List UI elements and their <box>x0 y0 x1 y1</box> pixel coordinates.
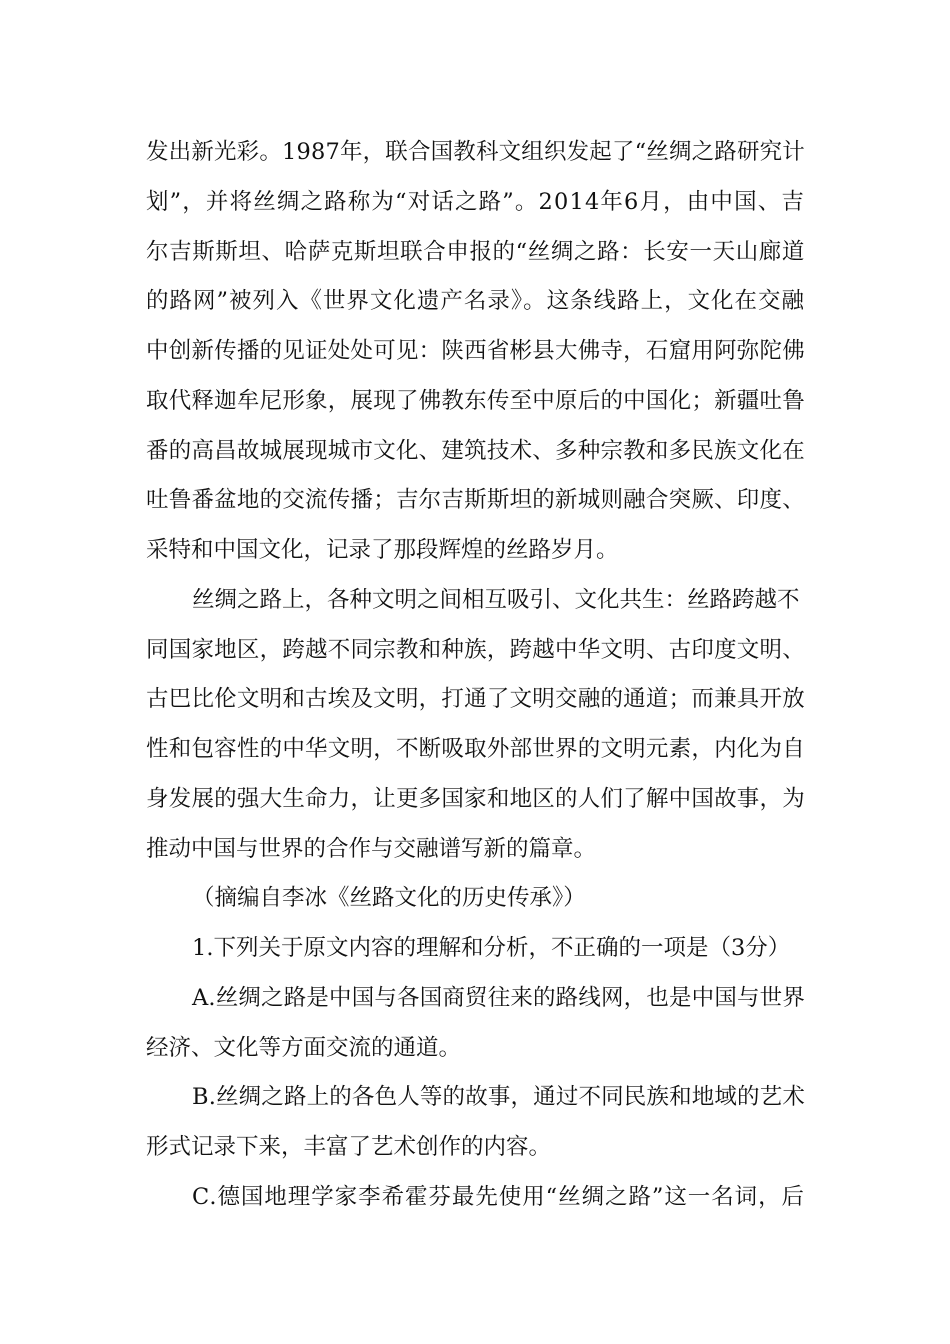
text-line <box>0 630 950 670</box>
text-line <box>0 729 950 769</box>
text-line <box>0 132 950 172</box>
source-citation <box>0 878 950 918</box>
text-line <box>0 381 950 421</box>
line-text: 番的高昌故城展现城市文化、建筑技术、多种宗教和多民族文化在 <box>146 438 805 464</box>
text-line <box>0 779 950 819</box>
line-text: 同国家地区，跨越不同宗教和种族，跨越中华文明、古印度文明、 <box>146 637 805 663</box>
question-line <box>0 1177 950 1217</box>
line-text: 丝绸之路上，各种文明之间相互吸引、文化共生：丝路跨越不 <box>192 587 800 613</box>
line-text: 形式记录下来，丰富了艺术创作的内容。 <box>146 1134 552 1160</box>
question-line <box>0 1028 950 1068</box>
line-text: C.德国地理学家李希霍芬最先使用“丝绸之路”这一名词，后 <box>192 1184 806 1210</box>
text-line <box>0 580 950 620</box>
line-text: 的路网”被列入《世界文化遗产名录》。这条线路上，文化在交融 <box>146 288 806 314</box>
line-text: 古巴比伦文明和古埃及文明，打通了文明交融的通道；而兼具开放 <box>146 686 805 712</box>
question-line <box>0 1077 950 1117</box>
question-line <box>0 1127 950 1167</box>
text-line <box>0 829 950 869</box>
line-text: B.丝绸之路上的各色人等的故事，通过不同民族和地域的艺术 <box>192 1084 806 1110</box>
question-line <box>0 928 950 968</box>
text-line <box>0 281 950 321</box>
text-line <box>0 331 950 371</box>
line-text: 取代释迦牟尼形象，展现了佛教东传至中原后的中国化；新疆吐鲁 <box>146 388 805 414</box>
line-text: （摘编自李冰《丝路文化的历史传承》） <box>192 885 586 911</box>
text-line <box>0 480 950 520</box>
line-text: 推动中国与世界的合作与交融谱写新的篇章。 <box>146 836 597 862</box>
line-text: A.丝绸之路是中国与各国商贸往来的路线网，也是中国与世界 <box>192 985 805 1011</box>
line-text: 发出新光彩。1987年，联合国教科文组织发起了“丝绸之路研究计 <box>146 139 805 165</box>
line-text: 性和包容性的中华文明，不断吸取外部世界的文明元素，内化为自 <box>146 736 805 762</box>
line-text: 中创新传播的见证处处可见：陕西省彬县大佛寺，石窟用阿弥陀佛 <box>146 338 805 364</box>
text-line <box>0 182 950 222</box>
text-line <box>0 431 950 471</box>
text-line <box>0 679 950 719</box>
line-text: 经济、文化等方面交流的通道。 <box>146 1035 462 1061</box>
text-line <box>0 530 950 570</box>
line-text: 1.下列关于原文内容的理解和分析，不正确的一项是（3分） <box>192 935 791 961</box>
text-line <box>0 232 950 272</box>
line-text: 划”，并将丝绸之路称为“对话之路”。2014年6月，由中国、吉 <box>146 189 805 215</box>
line-text: 吐鲁番盆地的交流传播；吉尔吉斯斯坦的新城则融合突厥、印度、 <box>146 487 805 513</box>
line-text: 尔吉斯斯坦、哈萨克斯坦联合申报的“丝绸之路：长安一天山廊道 <box>146 239 806 265</box>
line-text: 身发展的强大生命力，让更多国家和地区的人们了解中国故事，为 <box>146 786 805 812</box>
line-text: 采特和中国文化，记录了那段辉煌的丝路岁月。 <box>146 537 619 563</box>
question-line <box>0 978 950 1018</box>
